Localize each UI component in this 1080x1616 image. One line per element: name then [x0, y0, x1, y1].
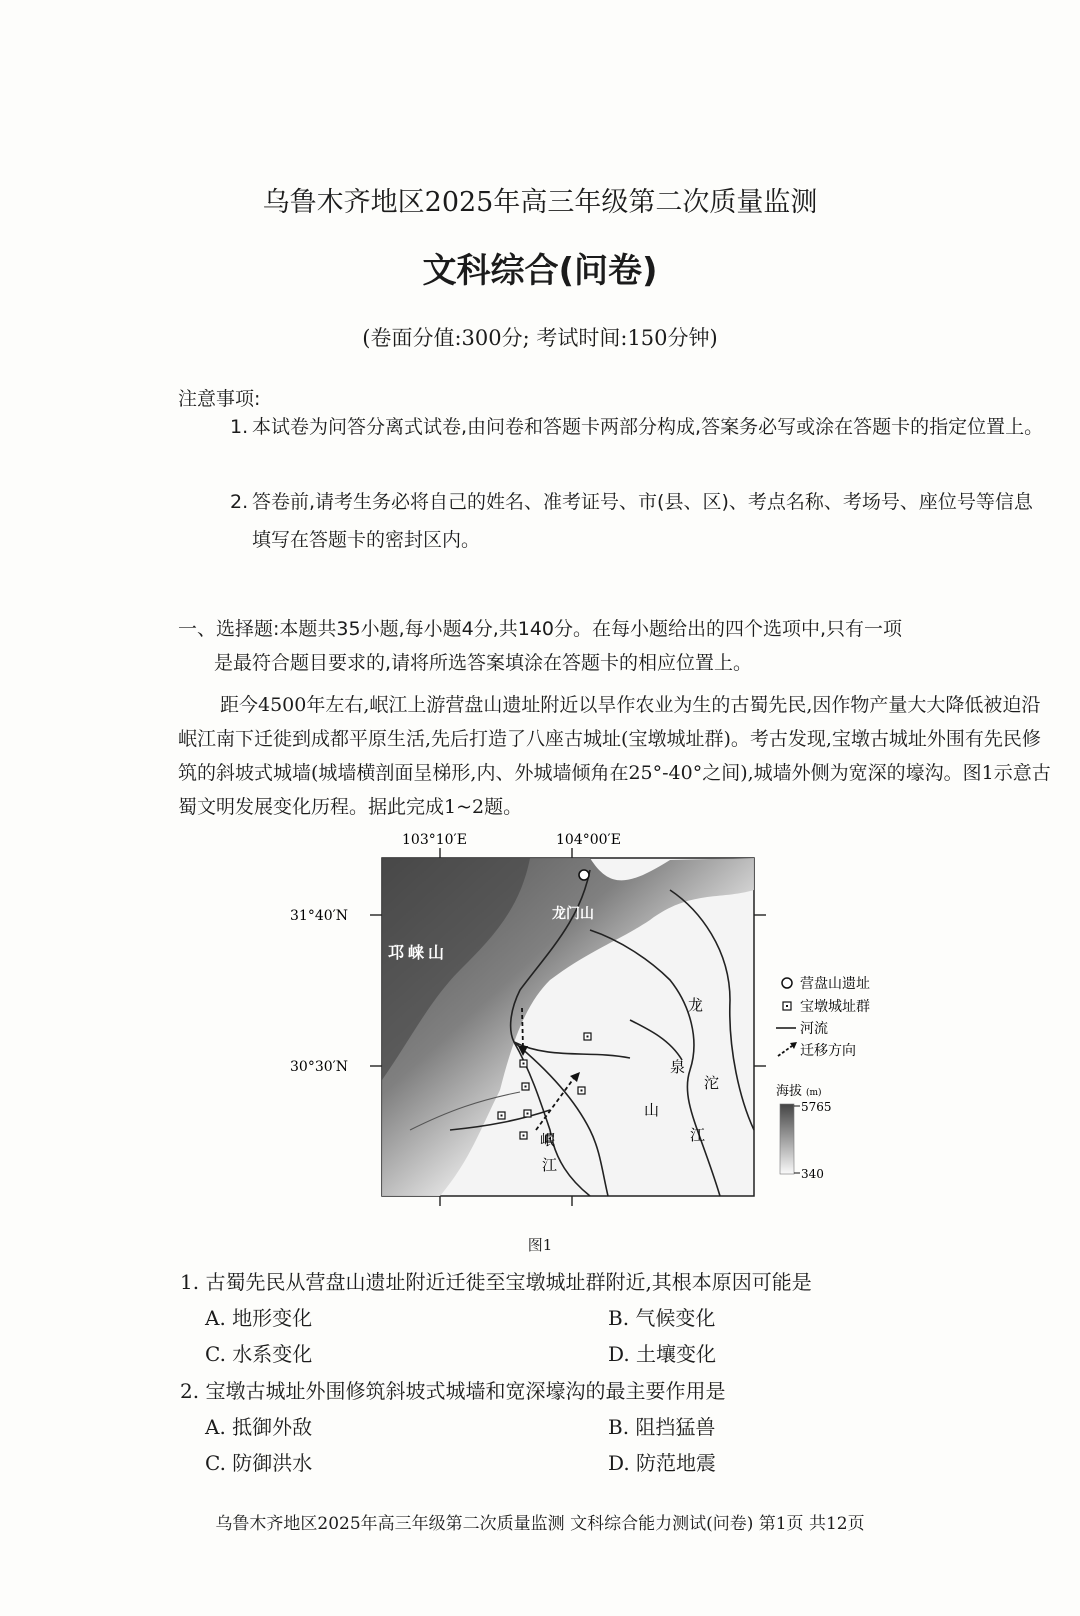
longmen-mountain-label: 龙门山 — [552, 906, 594, 922]
map-legend — [776, 975, 870, 1181]
lat-label: 30°30′N — [290, 1059, 349, 1075]
legend-migration-icon — [778, 1046, 792, 1056]
figure-caption: 图1 — [527, 1236, 553, 1254]
question-stem: 2. 宝墩古城址外围修筑斜坡式城墙和宽深壕沟的最主要作用是 — [180, 1379, 726, 1403]
answer-option: C. 水系变化 — [205, 1342, 313, 1366]
legend-river-label: 河流 — [800, 1021, 828, 1037]
legend-baodun-label: 宝墩城址群 — [800, 999, 870, 1015]
tuojiang-label-2: 江 — [690, 1126, 706, 1144]
lon-label: 103°10′E — [402, 832, 467, 848]
notice-item-number: 2. — [230, 491, 249, 513]
figure-map — [290, 830, 930, 1250]
answer-option: D. 土壤变化 — [608, 1342, 717, 1366]
lat-label: 31°40′N — [290, 908, 349, 924]
longquan-label-2: 泉 — [670, 1058, 686, 1076]
notice-item-text: 答卷前,请考生务必将自己的姓名、准考证号、市(县、区)、考点名称、考场号、座位号等信息填写在答题卡的密封区内。 — [252, 491, 1033, 551]
notice-item — [230, 408, 1050, 446]
qionglai-mountain-label: 邛崃山 — [388, 943, 449, 962]
longquan-label-1: 龙 — [688, 996, 704, 1014]
legend-elevation-bar — [780, 1104, 794, 1174]
answer-option: D. 防范地震 — [608, 1451, 717, 1475]
notice-item-text: 本试卷为问答分离式试卷,由问卷和答题卡两部分构成,答案务必写或涂在答题卡的指定位置上。 — [252, 416, 1044, 438]
yingpan-site-marker — [579, 870, 589, 880]
legend-elevation-title: 海拔 — [776, 1084, 803, 1099]
legend-yingpan-icon — [782, 978, 792, 988]
legend-yingpan-label: 营盘山遗址 — [800, 976, 870, 992]
exam-title: 乌鲁木齐地区2025年高三年级第二次质量监测 — [262, 187, 818, 218]
section-heading-line2: 是最符合题目要求的,请将所选答案填涂在答题卡的相应位置上。 — [214, 652, 753, 674]
notice-item — [230, 483, 1050, 559]
legend-elevation-max: 5765 — [801, 1100, 832, 1114]
notice-item-number: 1. — [230, 416, 249, 438]
question-stem: 1. 古蜀先民从营盘山遗址附近迁徙至宝墩城址群附近,其根本原因可能是 — [180, 1270, 812, 1294]
exam-subtitle: 文科综合(问卷) — [422, 251, 658, 291]
section-heading-line1: 一、选择题:本题共35小题,每小题4分,共140分。在每小题给出的四个选项中,只有一项 — [178, 618, 903, 640]
lon-label: 104°00′E — [556, 832, 621, 848]
page-footer: 乌鲁木齐地区2025年高三年级第二次质量监测 文科综合能力测试(问卷) 第1页 共12页 — [215, 1514, 865, 1534]
tuojiang-label-1: 沱 — [704, 1074, 720, 1092]
answer-option: B. 气候变化 — [608, 1306, 716, 1330]
longquan-label-3: 山 — [644, 1101, 660, 1119]
section-heading — [178, 612, 1058, 680]
answer-option: C. 防御洪水 — [205, 1451, 313, 1475]
passage: 距今4500年左右,岷江上游营盘山遗址附近以旱作农业为生的古蜀先民,因作物产量大大降低被迫沿岷江南下迁徙到成都平原生活,先后打造了八座古城址(宝墩城址群)。考古发现,宝墩古城址外围有先民修筑的斜坡式城墙(城墙横剖面呈梯形,内、外城墙倾角在25°-40°之间),城墙外侧为宽深的壕沟。图1示意古蜀文明发展变化历程。据此完成1~2题。 — [178, 694, 1051, 818]
answer-option: A. 地形变化 — [205, 1306, 313, 1330]
minjiang-label-1: 岷 — [540, 1131, 556, 1149]
legend-elevation-min: 340 — [801, 1167, 824, 1181]
answer-option: B. 阻挡猛兽 — [608, 1415, 716, 1439]
legend-elevation-unit: (m) — [806, 1088, 822, 1098]
answer-option: A. 抵御外敌 — [205, 1415, 313, 1439]
minjiang-label-2: 江 — [542, 1156, 558, 1174]
legend-migration-label: 迁移方向 — [800, 1043, 856, 1059]
exam-meta: (卷面分值:300分; 考试时间:150分钟) — [362, 326, 718, 350]
notice-heading: 注意事项: — [178, 388, 261, 410]
